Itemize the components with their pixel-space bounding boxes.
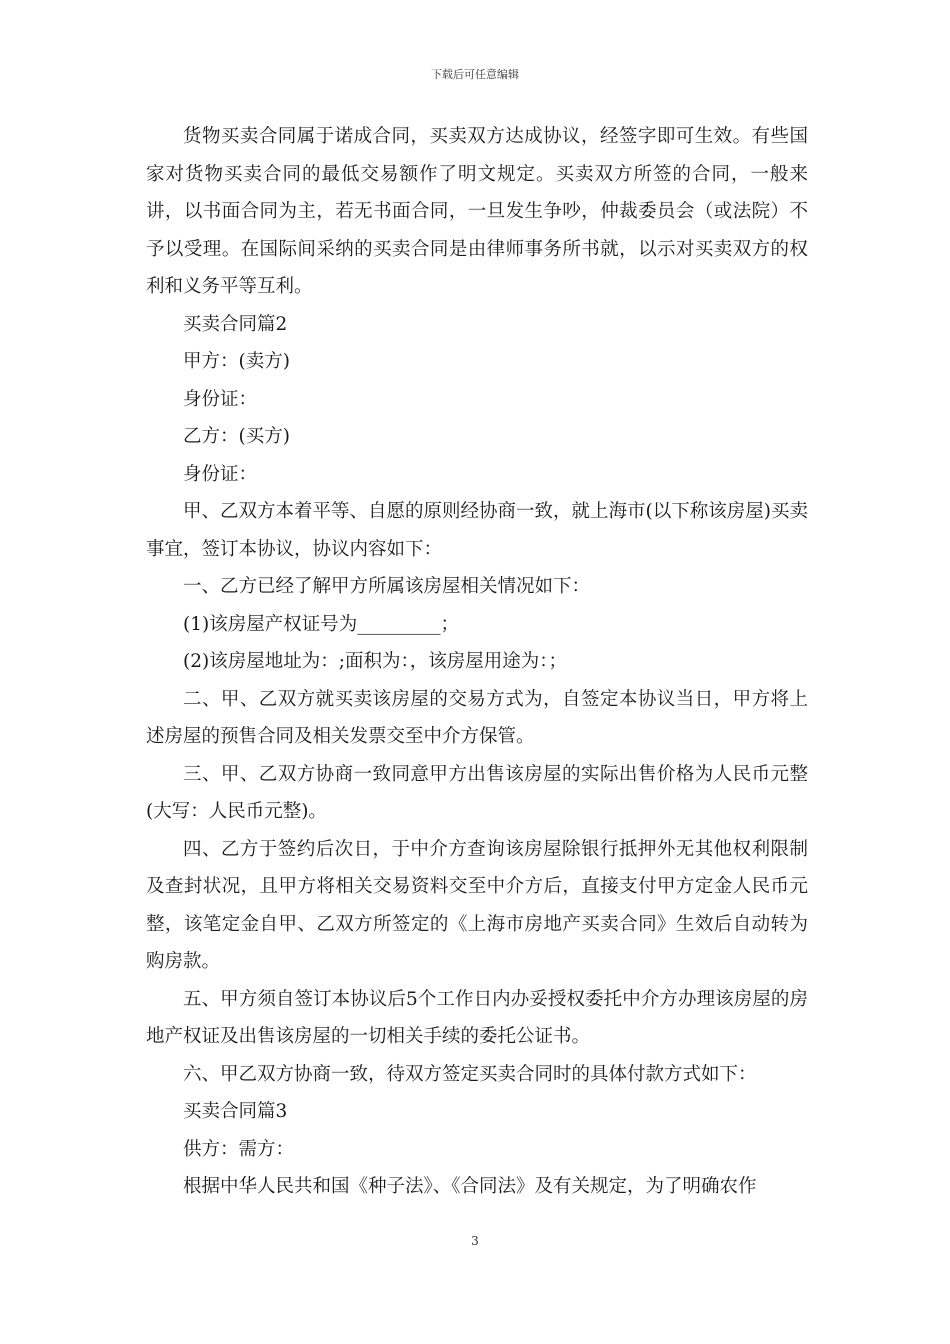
clause-4: 四、乙方于签约后次日，于中介方查询该房屋除银行抵押外无其他权利限制及查封状况，且甲方将相关交易资料交至中介方后，直接支付甲方定金人民币元整，该笔定金自甲、乙双方所签定的《上海市房地产买卖合同》生效后自动转为购房款。	[146, 838, 808, 972]
clause-1-item-2: (2)该房屋地址为：;面积为：，该房屋用途为：；	[183, 651, 567, 672]
clause-5: 五、甲方须自签订本协议后5个工作日内办妥授权委托中介方办理该房屋的房地产权证及出售该房屋的一切相关手续的委托公证书。	[146, 988, 808, 1047]
clause-1: 一、乙方已经了解甲方所属该房屋相关情况如下：	[183, 576, 591, 597]
clause-1-item-1: (1)该房屋产权证号为_________；	[183, 613, 459, 635]
clause-2: 二、甲、乙双方就买卖该房屋的交易方式为，自签定本协议当日，甲方将上述房屋的预售合同及相关发票交至中介方保管。	[146, 688, 808, 747]
page-number: 3	[471, 1234, 479, 1248]
party-a-id: 身份证：	[183, 388, 258, 410]
clause-6: 六、甲乙双方协商一致，待双方签定买卖合同时的具体付款方式如下：	[183, 1063, 757, 1085]
page-header: 下载后可任意编辑	[431, 68, 519, 81]
party-b-buyer: 乙方：(买方)	[183, 426, 290, 447]
section-heading-contract-2: 买卖合同篇2	[183, 313, 288, 335]
paragraph-agreement-intro: 甲、乙双方本着平等、自愿的原则经协商一致，就上海市(以下称该房屋)买卖事宜，签订本协议，协议内容如下：	[146, 501, 808, 560]
party-a-seller: 甲方：(卖方)	[183, 351, 290, 372]
supplier-demander-line: 供方：需方：	[183, 1138, 295, 1160]
clause-3: 三、甲、乙双方协商一致同意甲方出售该房屋的实际出售价格为人民币元整(大写：人民币元整)。	[146, 763, 808, 822]
party-b-id: 身份证：	[183, 463, 258, 485]
document-body	[146, 118, 808, 1206]
paragraph-goods-contract-intro: 货物买卖合同属于诺成合同，买卖双方达成协议，经签字即可生效。有些国家对货物买卖合同的最低交易额作了明文规定。买卖双方所签的合同，一般来讲，以书面合同为主，若无书面合同，一旦发生争吵，仲裁委员会（或法院）不予以受理。在国际间采纳的买卖合同是由律师事务所书就，以示对买卖双方的权利和义务平等互利。	[146, 126, 808, 297]
paragraph-seed-law-intro: 根据中华人民共和国《种子法》、《合同法》及有关规定，为了明确农作	[183, 1176, 757, 1197]
section-heading-contract-3: 买卖合同篇3	[183, 1101, 288, 1122]
